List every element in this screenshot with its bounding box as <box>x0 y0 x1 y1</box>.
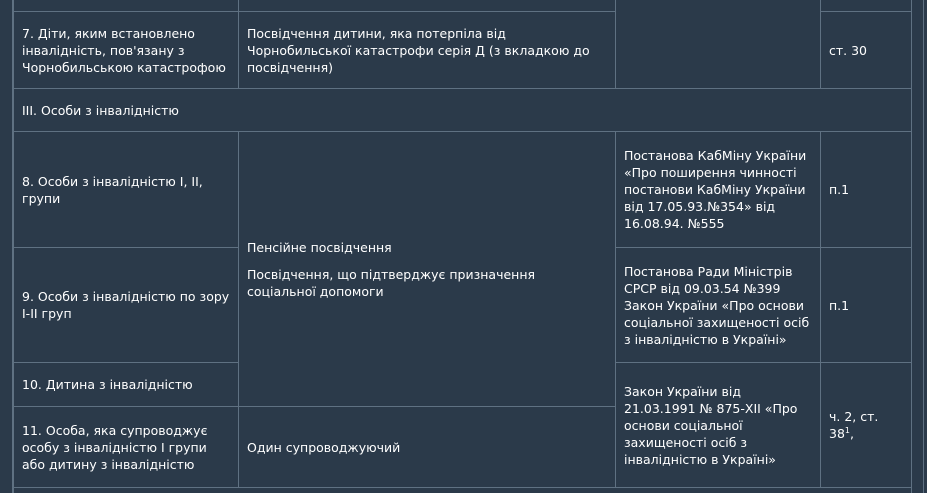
cell-empty <box>239 0 616 12</box>
cell-empty <box>14 488 912 493</box>
category-cell: 11. Особа, яка супроводжує особу з інвалідністю I групи або дитину з інвалідністю <box>14 407 239 488</box>
document-pension-certificate: Пенсійне посвідчення <box>247 239 392 255</box>
category-cell: 7. Діти, яким встановлено інвалідність, пов'язану з Чорнобильською катастрофою <box>14 12 239 89</box>
article-cell: п.1 <box>821 132 912 248</box>
document-cell: Один супроводжуючий <box>239 407 616 488</box>
article-cell: ст. 30 <box>821 12 912 89</box>
category-cell: 10. Дитина з інвалідністю <box>14 363 239 407</box>
document-social-aid-certificate: Посвідчення, що підтверджує призначення соціальної допомоги <box>247 266 536 299</box>
document-cell: Посвідчення дитини, яка потерпіла від Чорнобильської катастрофи серія Д (з вкладкою до посвідчення) <box>239 12 616 89</box>
article-cell <box>821 363 912 488</box>
category-cell: 9. Особи з інвалідністю по зору I-II груп <box>14 248 239 363</box>
article-superscript: 1 <box>844 425 850 435</box>
article-text: ч. 2, ст. 38 <box>829 409 879 441</box>
cell-empty <box>616 0 821 89</box>
section-header-row <box>14 89 912 132</box>
cell-empty <box>14 0 239 12</box>
article-cell: п.1 <box>821 248 912 363</box>
table-row-8 <box>14 132 912 248</box>
table-row-top-partial <box>14 0 912 12</box>
article-suffix: , <box>850 426 854 441</box>
section-title: III. Особи з інвалідністю <box>14 89 912 132</box>
table-row-bottom-partial <box>14 488 912 493</box>
law-cell: Закон України від 21.03.1991 № 875-XII «Про основи соціальної захищеності осіб з інвалідністю в Україні» <box>616 363 821 488</box>
law-cell: Постанова КабМіну України «Про поширення чинності постанови КабМіну України від 17.05.93.№354» від 16.08.94. №555 <box>616 132 821 248</box>
category-cell: 8. Особи з інвалідністю I, II, групи <box>14 132 239 248</box>
law-cell: Постанова Ради Міністрів СРСР від 09.03.54 №399 Закон України «Про основи соціальної захищеності осіб з інвалідністю в Україні» <box>616 248 821 363</box>
shared-documents-cell <box>239 132 616 407</box>
benefits-table <box>13 0 912 493</box>
cell-empty <box>821 0 912 12</box>
